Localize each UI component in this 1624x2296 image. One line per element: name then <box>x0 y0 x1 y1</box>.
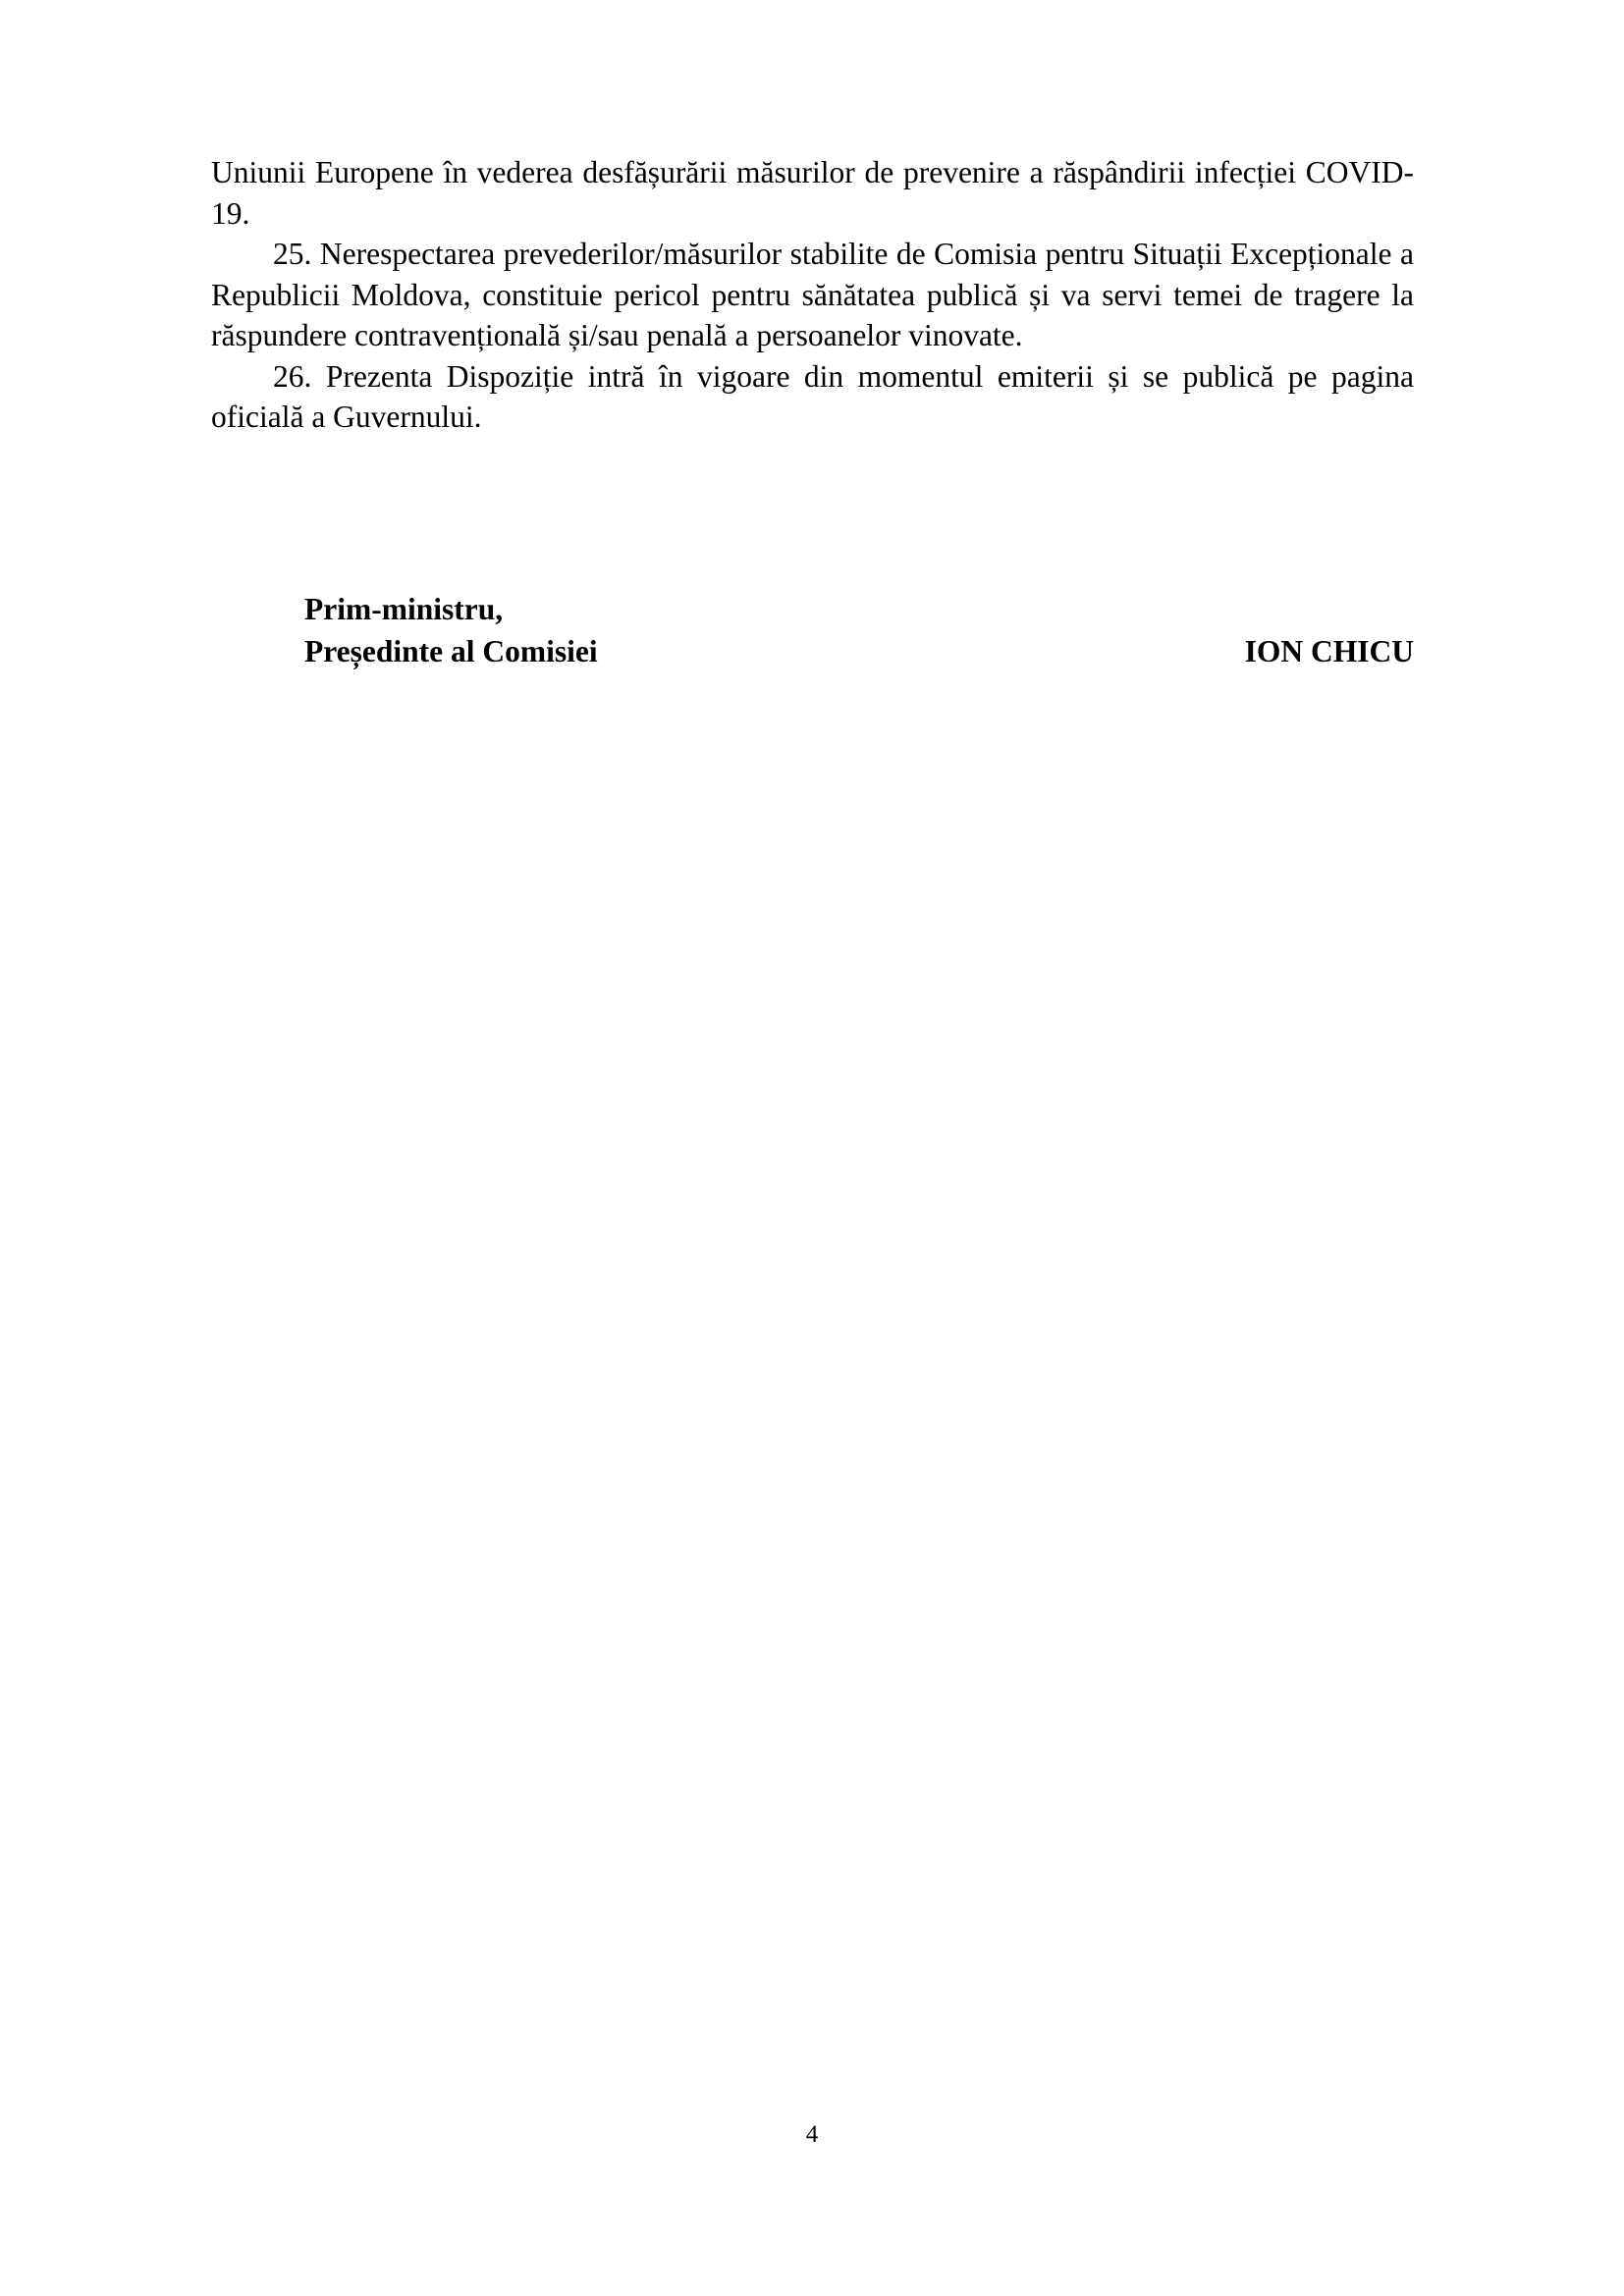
signer-name: ION CHICU <box>1244 633 1414 668</box>
paragraph-point-25: 25. Nerespectarea prevederilor/măsurilor stabilite de Comisia pentru Situații Excepționale a Republicii Moldova, constituie pericol pentru sănătatea publică și va servi temei de tragere la răspundere contravențională și/sau penală a persoanelor vinovate. <box>211 237 1414 353</box>
paragraph-point-26: 26. Prezenta Dispoziție intră în vigoare din momentul emiterii și se publică pe pagina oficială a Guvernului. <box>211 358 1414 435</box>
signature-row <box>304 631 1414 673</box>
signature-block <box>304 589 1414 673</box>
signature-title-line-1: Prim-ministru, <box>304 592 504 626</box>
page-number: 4 <box>805 2121 819 2148</box>
paragraph-continuation: Uniunii Europene în vederea desfășurării măsurilor de prevenire a răspândirii infecției COVID-19. <box>211 155 1414 231</box>
document-body <box>211 152 1414 438</box>
signature-title-line-2: Președinte al Comisiei <box>304 633 598 668</box>
